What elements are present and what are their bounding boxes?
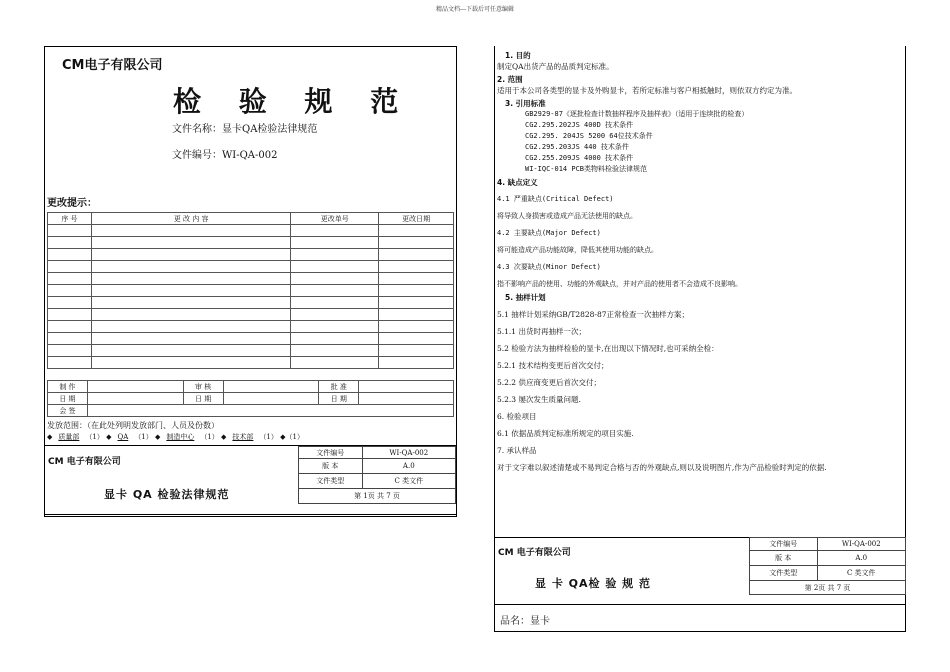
table-row [48, 321, 454, 333]
sign-table [47, 380, 454, 417]
page-indicator: 第 1页 共 7 页 [299, 489, 456, 504]
body-line: 将导致人身损害或造成产品无法使用的缺点。 [497, 212, 637, 220]
table-row [48, 357, 454, 369]
table-row [48, 261, 454, 273]
reference-standard: CG2.255.209JS 4000 技术条件 [525, 154, 634, 162]
meta-label: 文件类型 [299, 474, 363, 489]
sign-row [48, 405, 454, 417]
table-row [48, 345, 454, 357]
sign-label: 会 签 [48, 405, 88, 417]
section-heading: 5. 抽样计划 [505, 293, 546, 302]
dept-count: （1） [285, 433, 304, 441]
sign-row [48, 381, 454, 393]
reference-standard: GB2929-87《逐批检查计数抽样程序及抽样表》（适用于连续批的检查） [525, 110, 749, 118]
distribution-scope: 发放范围：（在此处列明发放部门、人员及份数） [47, 421, 219, 430]
section-heading: 1. 目的 [505, 51, 531, 60]
body-line: 5.1 抽样计划采纳GB/T2828-87正常检查一次抽样方案； [497, 310, 690, 319]
body-line: 对于文字难以叙述清楚或不易判定合格与否的外观缺点,则以及说明图片,作为产品检验时判定的依据. [497, 463, 827, 472]
section-heading: 4. 缺点定义 [497, 178, 538, 187]
section-heading: 2. 范围 [497, 75, 523, 84]
meta-value: WI-QA-002 [362, 447, 455, 459]
dept-name: 技术部 [232, 433, 254, 441]
table-row [48, 333, 454, 345]
body-line: 5.2.3 屡次发生质量问题. [497, 395, 581, 404]
table-row [48, 225, 454, 237]
body-line: 4.1 严重缺点(Critical Defect) [497, 195, 614, 203]
spec-body [497, 48, 902, 473]
change-hint-heading: 更改提示： [47, 198, 97, 209]
page-title: 检 验 规 范 [173, 85, 413, 118]
body-line: 4.3 次要缺点(Minor Defect) [497, 263, 601, 271]
header-cell: 更 改 内 容 [91, 213, 290, 225]
footer-doc-title: 显卡 QA 检验法律规范 [104, 488, 230, 501]
meta-label: 文件编号 [299, 447, 363, 459]
reference-standard: CG2.295.203JS 440 技术条件 [525, 143, 629, 151]
reference-standard: CG2.295. 204JS 5200 64位技术条件 [525, 132, 653, 140]
meta-label: 文件编号 [750, 538, 818, 551]
sign-label: 审 核 [183, 381, 223, 393]
page-indicator: 第 2页 共 7 页 [750, 581, 906, 595]
sign-label: 日 期 [319, 393, 359, 405]
body-line: 5.2.1 技术结构变更后首次交付； [497, 361, 609, 370]
change-table [47, 212, 454, 369]
body-line: 6.1 依据品质判定标准所规定的项目实施. [497, 429, 634, 438]
sign-label: 日 期 [48, 393, 88, 405]
header-cell: 更改日期 [379, 213, 454, 225]
body-line: 5.2.2 供应商变更后首次交付； [497, 378, 601, 387]
header-cell: 更改单号 [291, 213, 379, 225]
footer-meta-table [749, 537, 906, 595]
meta-label: 文件类型 [750, 566, 818, 581]
product-box [494, 605, 906, 632]
sign-label: 日 期 [183, 393, 223, 405]
footer-company: CM 电子有限公司 [498, 548, 571, 558]
body-line: 5.1.1 出货时再抽样一次； [497, 327, 586, 336]
sign-label: 批 准 [319, 381, 359, 393]
reference-standard: WI-IQC-014 PCB类物料检验法律规范 [525, 165, 648, 173]
dept-name: 制造中心 [166, 433, 195, 441]
meta-label: 版 本 [299, 459, 363, 474]
dept-count: （1） [85, 433, 104, 441]
body-line: 将可能造成产品功能故障，降低其使用功能的缺点。 [497, 246, 658, 254]
dept-count: （1） [259, 433, 278, 441]
sign-row [48, 393, 454, 405]
table-row [48, 237, 454, 249]
dept-name: 质量部 [58, 433, 80, 441]
dept-count: （1） [134, 433, 153, 441]
meta-value: A.0 [362, 459, 455, 474]
footer-meta-table [298, 446, 456, 504]
body-line: 6. 检验项目 [497, 412, 537, 421]
header-cell: 序 号 [48, 213, 92, 225]
change-table-header [48, 213, 454, 225]
table-row [48, 249, 454, 261]
top-note: 精品文档---下载后可任意编辑 [435, 6, 515, 13]
meta-value: C 类文件 [817, 566, 905, 581]
meta-label: 版 本 [750, 551, 818, 566]
table-row [48, 273, 454, 285]
footer-company: CM 电子有限公司 [48, 457, 121, 467]
footer-doc-title: 显 卡 QA检 验 规 范 [535, 577, 652, 590]
distribution-list: ◆ 质量部 （1） ◆ QA （1） ◆ 制造中心 （1） ◆ 技术部 （1） ◆（1） [47, 433, 304, 441]
table-row [48, 309, 454, 321]
body-line: 制定QA出货产品的品质判定标准。 [497, 62, 614, 71]
body-line: 指不影响产品的使用、功能的外观缺点，并对产品的使用者不会造成不良影响。 [497, 280, 742, 288]
table-row [48, 297, 454, 309]
meta-value: WI-QA-002 [817, 538, 905, 551]
company-name: CM电子有限公司 [62, 58, 163, 73]
section-heading: 3. 引用标准 [505, 99, 546, 108]
body-line: 4.2 主要缺点(Major Defect) [497, 229, 601, 237]
body-line: 7. 承认样品 [497, 446, 537, 455]
doc-name: 文件名称：显卡QA检验法律规范 [172, 124, 318, 135]
sign-label: 制 作 [48, 381, 88, 393]
dept-name: QA [117, 433, 129, 441]
meta-value: C 类文件 [362, 474, 455, 489]
table-row [48, 285, 454, 297]
product-name: 品名：显卡 [500, 616, 550, 627]
reference-standard: CG2.295.202JS 400D 技术条件 [525, 121, 634, 129]
dept-count: （1） [200, 433, 219, 441]
body-line: 适用于本公司各类型的显卡及外购显卡，若所定标准与客户相抵触时，则依双方约定为准。 [497, 86, 797, 95]
body-line: 5.2 检验方法为抽样检验的显卡,在出现以下情况时,也可采纳全检： [497, 344, 719, 353]
doc-number: 文件编号：WI-QA-002 [172, 150, 278, 161]
meta-value: A.0 [817, 551, 905, 566]
